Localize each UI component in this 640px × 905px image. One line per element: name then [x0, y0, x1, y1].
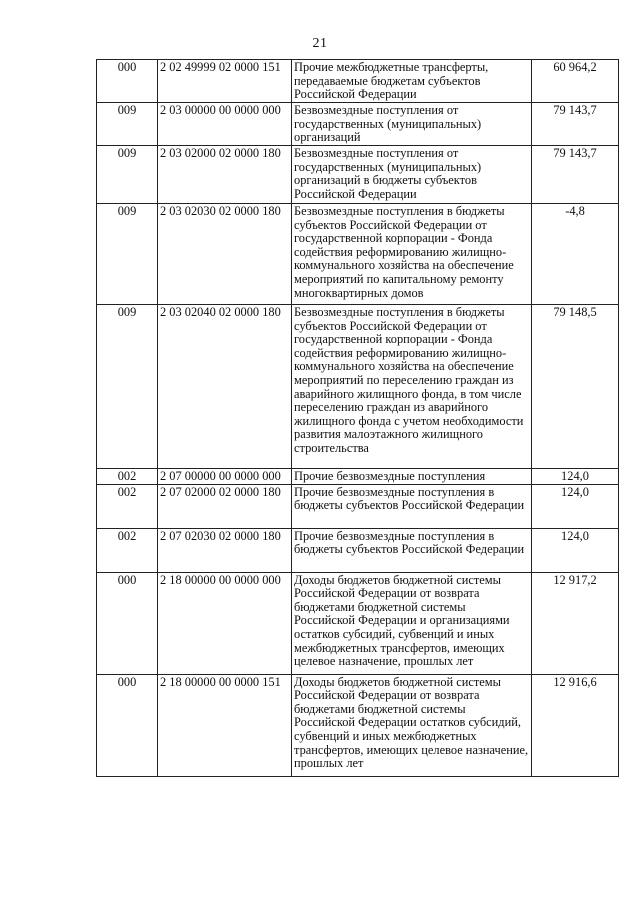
table-row: [97, 528, 619, 572]
budget-code-cell: 2 03 02040 02 0000 180: [158, 305, 292, 469]
admin-code-cell: 009: [97, 305, 158, 469]
amount-cell: 79 148,5: [532, 305, 619, 469]
revenue-name-cell: Прочие безвозмездные поступления в бюджеты субъектов Российской Федерации: [292, 484, 532, 528]
table-row: [97, 572, 619, 674]
budget-code-cell: 2 18 00000 00 0000 151: [158, 674, 292, 776]
revenue-name-cell: Прочие безвозмездные поступления: [292, 469, 532, 485]
admin-code-cell: 000: [97, 674, 158, 776]
amount-cell: 12 916,6: [532, 674, 619, 776]
revenue-name-cell: Прочие безвозмездные поступления в бюджеты субъектов Российской Федерации: [292, 528, 532, 572]
admin-code-cell: 009: [97, 103, 158, 146]
amount-cell: 124,0: [532, 484, 619, 528]
revenue-name-cell: Доходы бюджетов бюджетной системы Российской Федерации от возврата бюджетами бюджетной системы Российской Федерации и организациями остатков субсидий, субвенций и иных межбюджетных трансфертов, имеющих целевое назначение, прошлых лет: [292, 572, 532, 674]
amount-cell: 79 143,7: [532, 103, 619, 146]
table-row: [97, 103, 619, 146]
page-number: 21: [312, 36, 328, 51]
amount-cell: 124,0: [532, 469, 619, 485]
admin-code-cell: 009: [97, 146, 158, 204]
table-row: [97, 146, 619, 204]
budget-code-cell: 2 07 02030 02 0000 180: [158, 528, 292, 572]
amount-cell: 79 143,7: [532, 146, 619, 204]
admin-code-cell: 002: [97, 484, 158, 528]
revenue-name-cell: Безвозмездные поступления от государственных (муниципальных) организаций: [292, 103, 532, 146]
admin-code-cell: 002: [97, 528, 158, 572]
budget-code-cell: 2 07 02000 02 0000 180: [158, 484, 292, 528]
revenue-name-cell: Безвозмездные поступления в бюджеты субъектов Российской Федерации от государственной корпорации - Фонда содействия реформированию жилищно-коммунального хозяйства на обеспечение мероприятий по капитальному ремонту многоквартирных домов: [292, 204, 532, 305]
revenue-name-cell: Прочие межбюджетные трансферты, передаваемые бюджетам субъектов Российской Федерации: [292, 60, 532, 103]
revenue-name-cell: Безвозмездные поступления в бюджеты субъектов Российской Федерации от государственной корпорации - Фонда содействия реформированию жилищно-коммунального хозяйства на обеспечение мероприятий по переселению граждан из аварийного жилищного фонда, в том числе переселению граждан из аварийного жилищного фонда с учетом необходимости развития малоэтажного жилищного строительства: [292, 305, 532, 469]
budget-code-cell: 2 02 49999 02 0000 151: [158, 60, 292, 103]
table-row: [97, 469, 619, 485]
budget-code-cell: 2 07 00000 00 0000 000: [158, 469, 292, 485]
revenue-name-cell: Безвозмездные поступления от государственных (муниципальных) организаций в бюджеты субъектов Российской Федерации: [292, 146, 532, 204]
admin-code-cell: 009: [97, 204, 158, 305]
amount-cell: -4,8: [532, 204, 619, 305]
table-row: [97, 674, 619, 776]
amount-cell: 12 917,2: [532, 572, 619, 674]
table-row: [97, 484, 619, 528]
admin-code-cell: 002: [97, 469, 158, 485]
admin-code-cell: 000: [97, 572, 158, 674]
budget-revenue-table: [96, 59, 619, 777]
amount-cell: 124,0: [532, 528, 619, 572]
budget-code-cell: 2 03 02000 02 0000 180: [158, 146, 292, 204]
table-row: [97, 60, 619, 103]
revenue-name-cell: Доходы бюджетов бюджетной системы Российской Федерации от возврата бюджетами бюджетной системы Российской Федерации остатков субсидий, субвенций и иных межбюджетных трансфертов, имеющих целевое назначение, прошлых лет: [292, 674, 532, 776]
table-row: [97, 204, 619, 305]
budget-code-cell: 2 03 02030 02 0000 180: [158, 204, 292, 305]
budget-code-cell: 2 03 00000 00 0000 000: [158, 103, 292, 146]
amount-cell: 60 964,2: [532, 60, 619, 103]
table-row: [97, 305, 619, 469]
admin-code-cell: 000: [97, 60, 158, 103]
budget-code-cell: 2 18 00000 00 0000 000: [158, 572, 292, 674]
